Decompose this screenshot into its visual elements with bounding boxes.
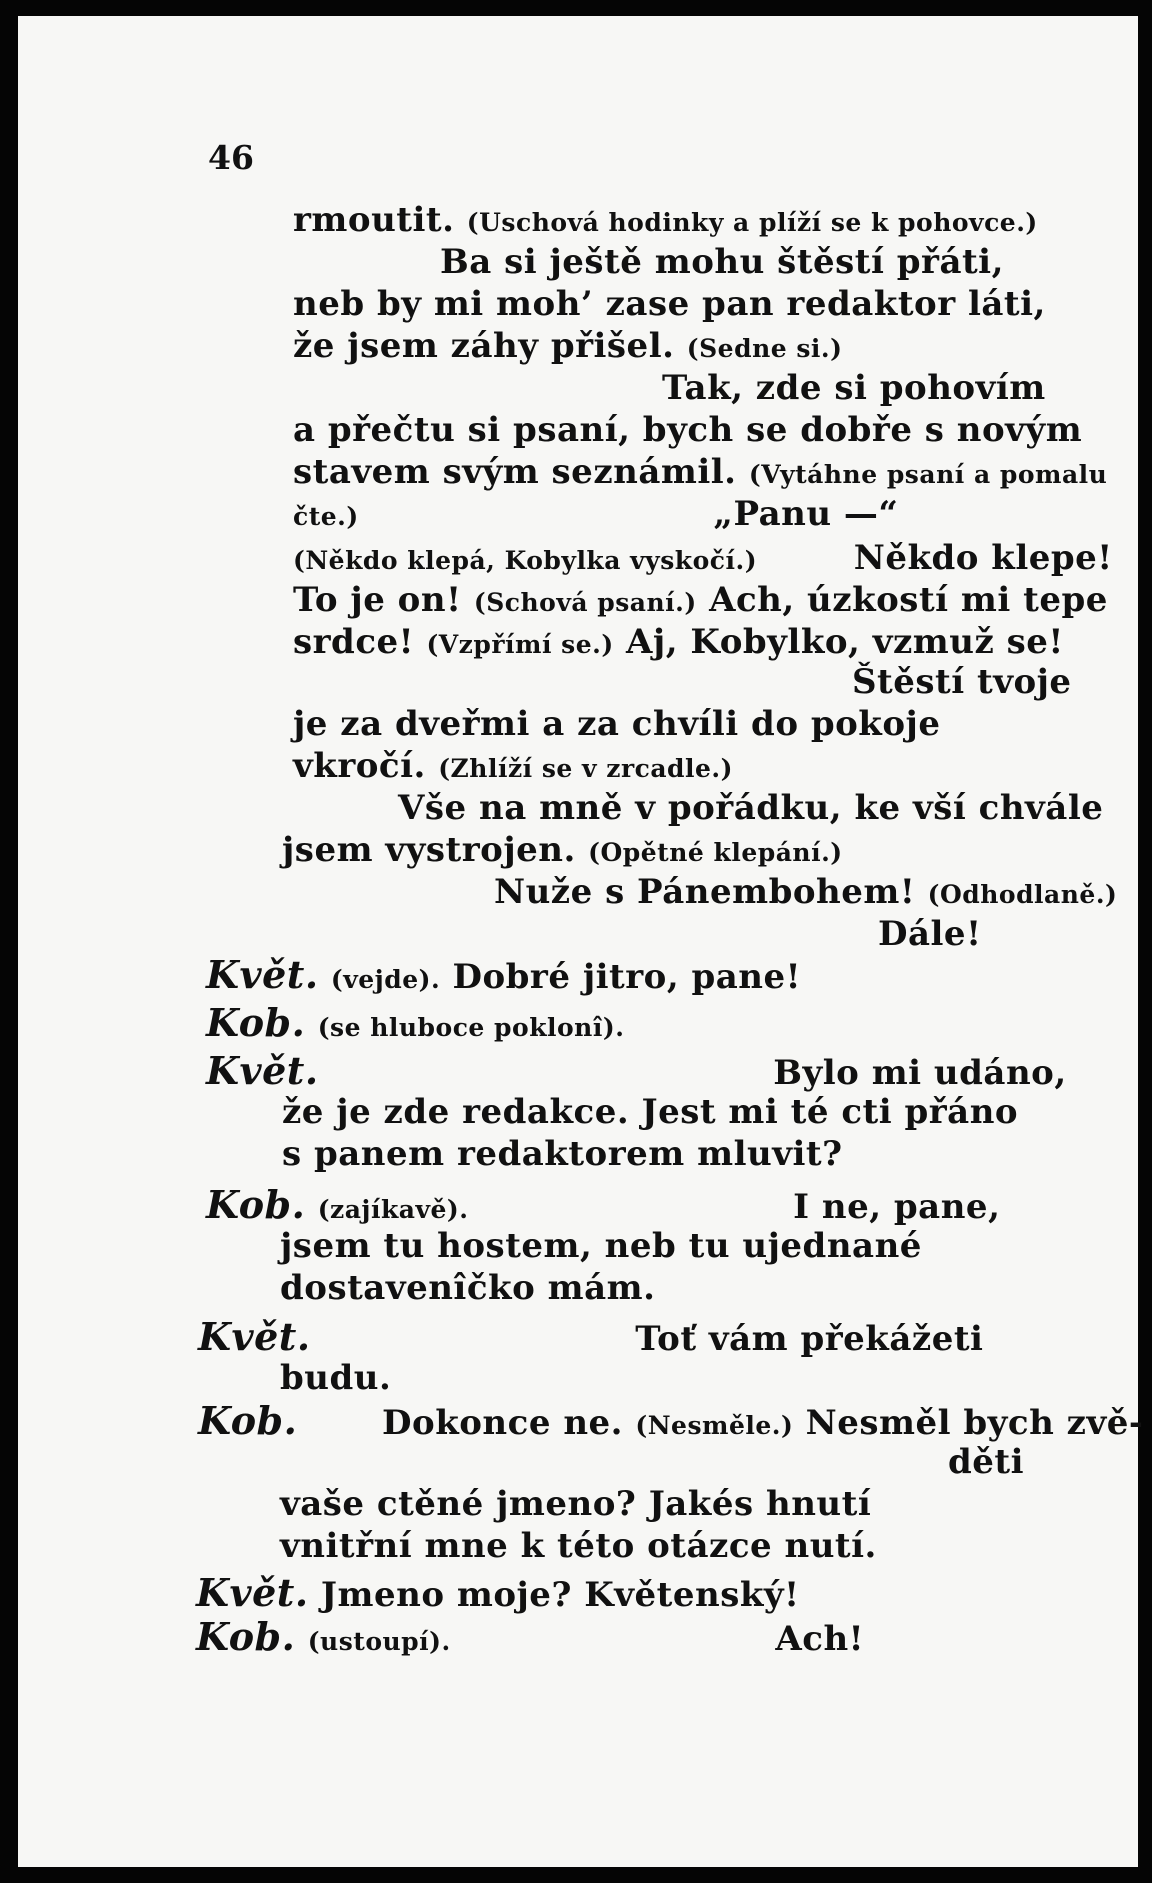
verse-line: neb by mi moh’ zase pan redaktor láti,	[293, 284, 1046, 324]
stage-direction: (ustoupí).	[307, 1627, 451, 1656]
verse-line: Tak, zde si pohovím	[662, 368, 1046, 408]
verse-text: Ach, úzkostí mi tepe	[709, 580, 1108, 620]
verse-line: jsem tu hostem, neb tu ujednané	[280, 1226, 922, 1266]
verse-line: a přečtu si psaní, bych se dobře s novým	[293, 410, 1083, 450]
verse-line	[196, 1570, 800, 1615]
stage-direction: čte.)	[293, 502, 359, 531]
stage-direction: (se hluboce poklonî).	[317, 1013, 625, 1042]
speaker-name: Květ.	[206, 1048, 319, 1093]
verse-line	[206, 952, 801, 997]
verse-text: stavem svým seznámil.	[293, 452, 737, 492]
verse-text: Toť vám překážeti	[635, 1319, 984, 1359]
verse-line: vaše ctěné jmeno? Jakés hnutí	[280, 1484, 872, 1524]
verse-text: Jmeno moje? Květenský!	[320, 1575, 800, 1615]
verse-text: Dobré jitro, pane!	[452, 957, 802, 997]
stage-direction: (Vzpřímí se.)	[426, 630, 614, 659]
scan-border-left	[0, 0, 18, 1883]
page-number: 46	[208, 138, 254, 177]
verse-line: Dále!	[878, 914, 982, 954]
verse-line	[293, 326, 842, 366]
stage-direction: (Nesměle.)	[635, 1411, 794, 1440]
speaker-name: Květ.	[196, 1570, 309, 1615]
verse-line: Štěstí tvoje	[852, 662, 1072, 702]
verse-text: Aj, Kobylko, vzmuž se!	[626, 622, 1064, 662]
scan-border-top	[0, 0, 1152, 16]
verse-text: srdce!	[293, 622, 415, 662]
stage-direction: (zajíkavě).	[317, 1195, 469, 1224]
verse-line: s panem redaktorem mluvit?	[282, 1134, 843, 1174]
verse-text: „Panu —“	[713, 494, 899, 534]
verse-text: Někdo klepe!	[853, 538, 1113, 578]
speaker-name: Kob.	[196, 1614, 296, 1659]
verse-line	[196, 1614, 864, 1659]
verse-line	[206, 1000, 624, 1045]
stage-direction: (Odhodlaně.)	[927, 880, 1118, 909]
verse-text: I ne, pane,	[793, 1187, 1001, 1227]
verse-text: Bylo mi udáno,	[773, 1053, 1067, 1093]
verse-line	[293, 494, 898, 534]
verse-line	[293, 200, 1038, 240]
verse-text: vkročí.	[293, 746, 426, 786]
verse-text: Dokonce ne.	[382, 1403, 624, 1443]
verse-text: že jsem záhy přišel.	[293, 326, 675, 366]
speaker-name: Kob.	[206, 1000, 306, 1045]
stage-direction: (Někdo klepá, Kobylka vyskočí.)	[293, 546, 758, 575]
verse-line	[198, 1398, 1143, 1443]
speaker-name: Kob.	[206, 1182, 306, 1227]
verse-line: Vše na mně v pořádku, ke vší chvále	[398, 788, 1104, 828]
scan-border-right	[1138, 0, 1152, 1883]
stage-direction: (Sedne si.)	[686, 334, 843, 363]
speaker-name: Květ.	[198, 1314, 311, 1359]
verse-text: To je on!	[293, 580, 462, 620]
stage-direction: (Schová psaní.)	[473, 588, 697, 617]
verse-line	[206, 1048, 1067, 1093]
verse-line	[494, 872, 1117, 912]
speaker-name: Kob.	[198, 1398, 298, 1443]
verse-line: Ba si ještě mohu štěstí přáti,	[440, 242, 1004, 282]
stage-direction: (Vytáhne psaní a pomalu	[748, 460, 1108, 489]
verse-line	[282, 830, 843, 870]
verse-line	[293, 538, 1113, 578]
verse-line	[293, 580, 1108, 620]
verse-text: jsem vystrojen.	[282, 830, 576, 870]
verse-line	[293, 452, 1107, 492]
stage-direction: (Zhlíží se v zrcadle.)	[438, 754, 733, 783]
stage-direction: (Uschová hodinky a plíží se k pohovce.)	[466, 208, 1038, 237]
verse-line	[206, 1182, 1000, 1227]
verse-line: je za dveřmi a za chvíli do pokoje	[293, 704, 941, 744]
verse-text: Nuže s Pánembohem!	[494, 872, 916, 912]
verse-line: děti	[948, 1442, 1025, 1482]
verse-line	[198, 1314, 983, 1359]
verse-line	[293, 622, 1064, 662]
stage-direction: (vejde).	[330, 965, 441, 994]
verse-text: rmoutit.	[293, 200, 455, 240]
verse-line: vnitřní mne k této otázce nutí.	[280, 1526, 877, 1566]
scan-border-bottom	[0, 1867, 1152, 1883]
stage-direction: (Opětné klepání.)	[588, 838, 843, 867]
verse-line: budu.	[280, 1358, 392, 1398]
verse-line	[293, 746, 733, 786]
verse-line: že je zde redakce. Jest mi té cti přáno	[282, 1092, 1019, 1132]
verse-line: dostavenîčko mám.	[280, 1268, 656, 1308]
verse-text: Nesměl bych zvě-	[805, 1403, 1144, 1443]
speaker-name: Květ.	[206, 952, 319, 997]
verse-text: Ach!	[775, 1619, 865, 1659]
